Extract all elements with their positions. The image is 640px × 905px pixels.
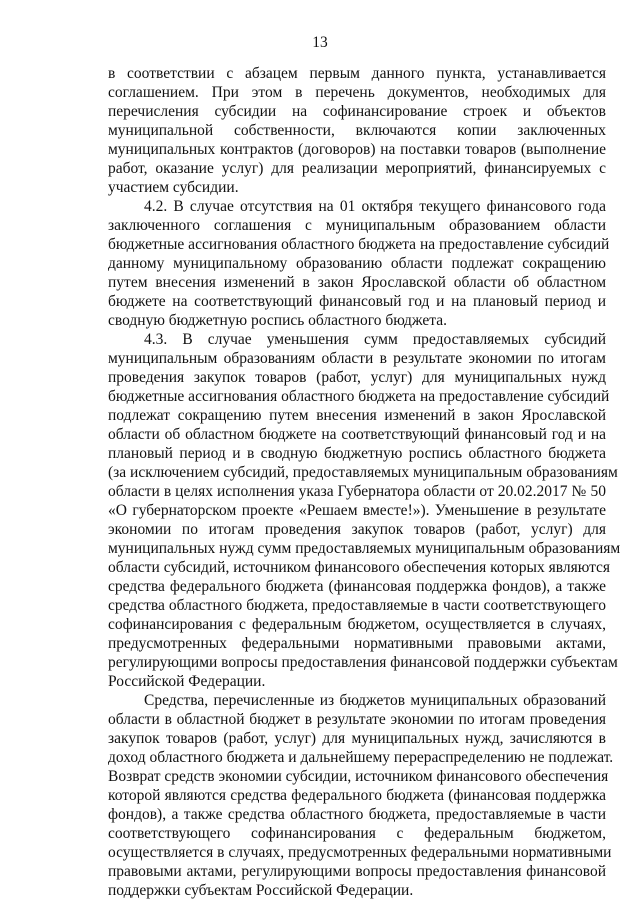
text-line: «О губернаторском проекте «Решаем вместе!»). Уменьшение в результате (108, 502, 606, 519)
text-line: бюджете на соответствующий финансовый год и на плановый период и (108, 293, 606, 310)
text-line: заключенного соглашения с муниципальным образованием области (108, 217, 606, 234)
text-line: Возврат средств экономии субсидии, источником финансового обеспечения (108, 768, 609, 785)
text-line: соглашением. При этом в перечень документов, необходимых для (108, 84, 606, 101)
text-line: правовыми актами, регулирующими вопросы предоставления финансовой (108, 863, 606, 880)
text-line: области об областном бюджете на соответствующий финансовый год и на (108, 426, 606, 443)
text-line: 4.2. В случае отсутствия на 01 октября текущего финансового года (144, 198, 606, 215)
text-line: муниципальным образованиям области в результате экономии по итогам (108, 350, 606, 367)
text-line: данному муниципальному образованию области подлежат сокращению (108, 255, 606, 272)
text-line: участием субсидии. (108, 179, 239, 196)
text-line: бюджетные ассигнования областного бюджета на предоставление субсидий (108, 236, 610, 253)
text-line: области в областной бюджет в результате экономии по итогам проведения (108, 711, 606, 728)
text-line: регулирующими вопросы предоставления финансовой поддержки субъектам (108, 654, 618, 671)
text-line: сводную бюджетную роспись областного бюджета. (108, 312, 448, 329)
document-body (108, 64, 621, 900)
text-line: области в целях исполнения указа Губернатора области от 20.02.2017 № 50 (108, 483, 606, 500)
text-line: бюджетные ассигнования областного бюджета на предоставление субсидий (108, 388, 610, 405)
text-line: проведения закупок товаров (работ, услуг) для муниципальных нужд (108, 369, 606, 386)
text-line: в соответствии с абзацем первым данного пункта, устанавливается (108, 65, 606, 82)
text-line: муниципальной собственности, включаются копии заключенных (108, 122, 606, 139)
text-line: путем внесения изменений в закон Ярославской области об областном (108, 274, 606, 291)
text-line: доход областного бюджета и дальнейшему перераспределению не подлежат. (108, 749, 614, 766)
text-line: перечисления субсидии на софинансирование строек и объектов (108, 103, 606, 120)
text-line: подлежат сокращению путем внесения изменений в закон Ярославской (108, 407, 606, 424)
text-line: муниципальных контрактов (договоров) на поставки товаров (выполнение (108, 141, 606, 158)
text-line: Российской Федерации. (108, 673, 266, 690)
text-line: фондов), а также средства областного бюджета, предоставляемые в части (108, 806, 606, 823)
text-line: Средства, перечисленные из бюджетов муниципальных образований (144, 692, 606, 709)
text-line: поддержки субъектам Российской Федерации. (108, 882, 414, 899)
text-line: средства областного бюджета, предоставляемые в части соответствующего (108, 597, 606, 614)
text-line: экономии по итогам проведения закупок товаров (работ, услуг) для (108, 521, 606, 538)
text-line: софинансирования с федеральным бюджетом, осуществляется в случаях, (108, 616, 606, 633)
text-line: предусмотренных федеральными нормативными правовыми актами, (108, 635, 606, 652)
text-line: средства федерального бюджета (финансовая поддержка фондов), а также (108, 578, 606, 595)
text-line: которой являются средства федерального бюджета (финансовая поддержка (108, 787, 606, 804)
text-line: 4.3. В случае уменьшения сумм предоставляемых субсидий (144, 331, 606, 348)
text-line: осуществляется в случаях, предусмотренных федеральными нормативными (108, 844, 612, 861)
text-line: закупок товаров (работ, услуг) для муниципальных нужд, зачисляются в (108, 730, 606, 747)
page-number: 13 (312, 34, 328, 51)
text-line: области субсидий, источником финансового обеспечения которых являются (108, 559, 611, 576)
text-line: плановый период и в сводную бюджетную роспись областного бюджета (108, 445, 606, 462)
text-line: (за исключением субсидий, предоставляемых муниципальным образованиям (108, 464, 618, 481)
text-line: работ, оказание услуг) для реализации мероприятий, финансируемых с (108, 160, 606, 177)
text-line: муниципальных нужд сумм предоставляемых муниципальным образованиям (108, 540, 621, 557)
text-line: соответствующего софинансирования с федеральным бюджетом, (108, 825, 606, 842)
